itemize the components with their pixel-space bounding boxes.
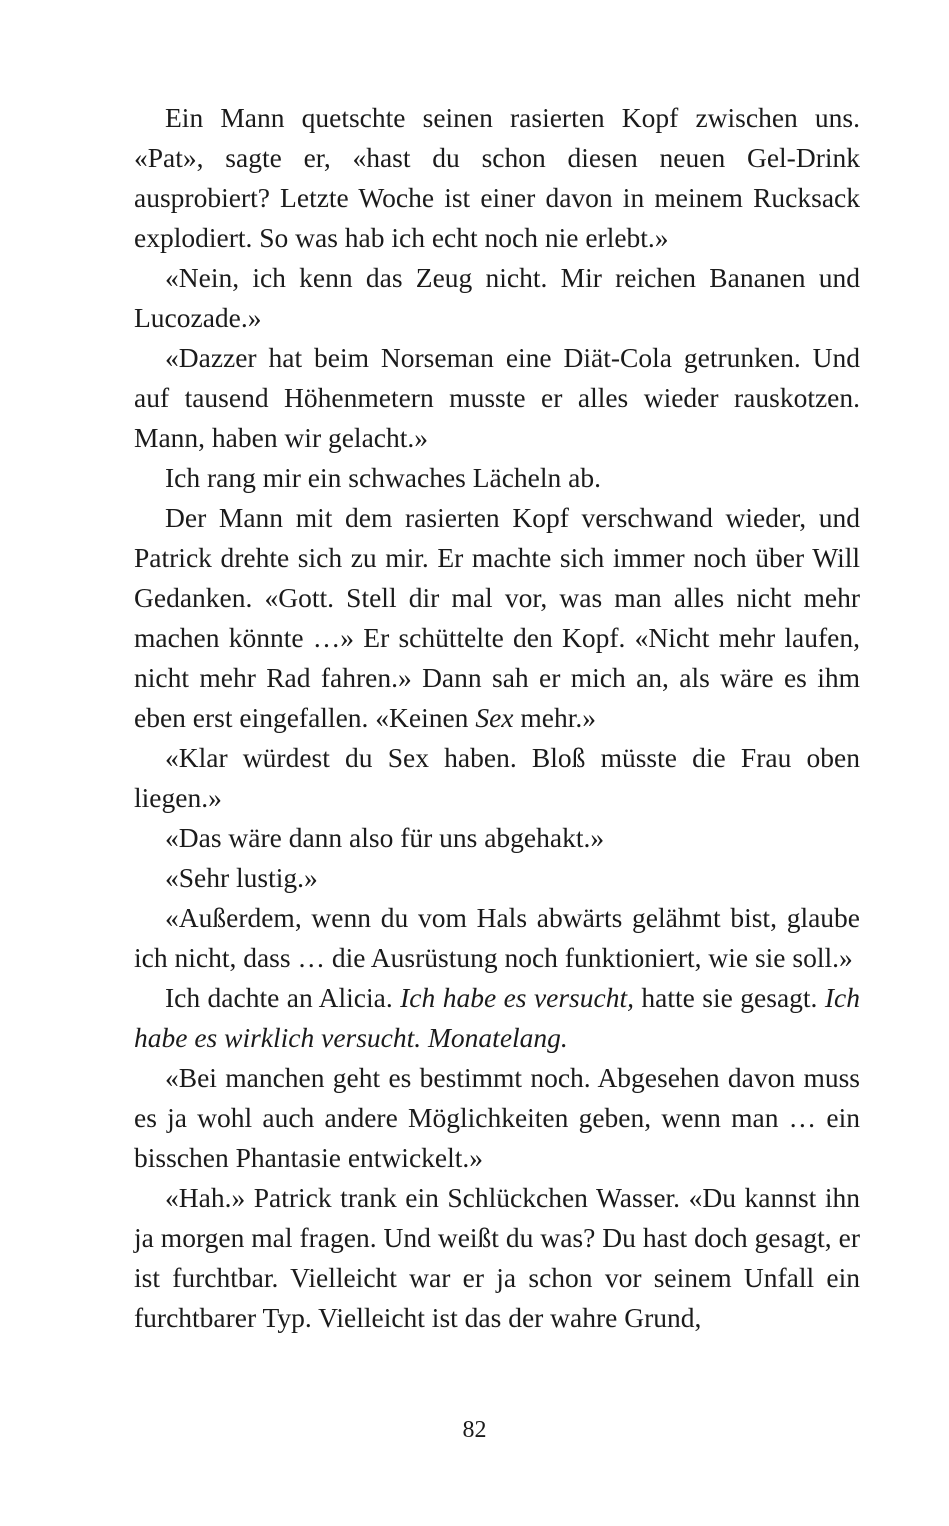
paragraph xyxy=(134,898,860,978)
text-run: «Bei manchen geht es bestimmt noch. Abgesehen davon muss es ja wohl auch andere Möglichkeiten geben, wenn man … ein bisschen Phantasie entwickelt.» xyxy=(134,1062,860,1173)
paragraph xyxy=(134,98,860,258)
text-run: mehr.» xyxy=(513,702,596,733)
text-run: hatte sie gesagt. xyxy=(633,982,825,1013)
text-run: Ich dachte an Alicia. xyxy=(165,982,401,1013)
text-run: Der Mann mit dem rasierten Kopf verschwand wieder, und Patrick drehte sich zu mir. Er machte sich immer noch über Will Gedanken. «Gott. Stell dir mal vor, was man alles nicht mehr machen könnte …» Er schüttelte den Kopf. «Nicht mehr laufen, nicht mehr Rad fahren.» Dann sah er mich an, als wäre es ihm eben erst eingefallen. «Keinen xyxy=(134,502,860,733)
italic-text: Ich habe es wirklich versucht. Monatelang. xyxy=(134,982,860,1053)
body-text xyxy=(134,98,860,1338)
paragraph xyxy=(134,498,860,738)
text-run: «Dazzer hat beim Norseman eine Diät-Cola getrunken. Und auf tausend Höhenmetern musste er alles wieder rauskotzen. Mann, haben wir gelacht.» xyxy=(134,342,860,453)
paragraph xyxy=(134,1058,860,1178)
text-run: «Außerdem, wenn du vom Hals abwärts gelähmt bist, glaube ich nicht, dass … die Ausrüstung noch funktioniert, wie sie soll.» xyxy=(134,902,860,973)
page-number: 82 xyxy=(462,1417,487,1443)
text-run: «Sehr lustig.» xyxy=(165,862,318,893)
paragraph xyxy=(134,978,860,1058)
paragraph xyxy=(134,738,860,818)
text-run: Ich rang mir ein schwaches Lächeln ab. xyxy=(165,462,601,493)
italic-text: Ich habe es versucht, xyxy=(400,982,634,1013)
text-run: Ein Mann quetschte seinen rasierten Kopf zwischen uns. «Pat», sagte er, «hast du schon diesen neuen Gel-Drink ausprobiert? Letzte Woche ist einer davon in meinem Rucksack explodiert. So was hab ich echt noch nie erlebt.» xyxy=(134,102,860,253)
text-run: «Hah.» Patrick trank ein Schlückchen Wasser. «Du kannst ihn ja morgen mal fragen. Und weißt du was? Du hast doch gesagt, er ist furchtbar. Vielleicht war er ja schon vor seinem Unfall ein furchtbarer Typ. Vielleicht ist das der wahre Grund, xyxy=(134,1182,860,1333)
paragraph xyxy=(134,818,860,858)
paragraph xyxy=(134,258,860,338)
paragraph xyxy=(134,458,860,498)
text-run: «Klar würdest du Sex haben. Bloß müsste die Frau oben liegen.» xyxy=(134,742,860,813)
italic-text: Sex xyxy=(475,702,514,733)
paragraph xyxy=(134,338,860,458)
text-run: «Das wäre dann also für uns abgehakt.» xyxy=(165,822,605,853)
text-run: «Nein, ich kenn das Zeug nicht. Mir reichen Bananen und Lucozade.» xyxy=(134,262,860,333)
paragraph xyxy=(134,1178,860,1338)
paragraph xyxy=(134,858,860,898)
